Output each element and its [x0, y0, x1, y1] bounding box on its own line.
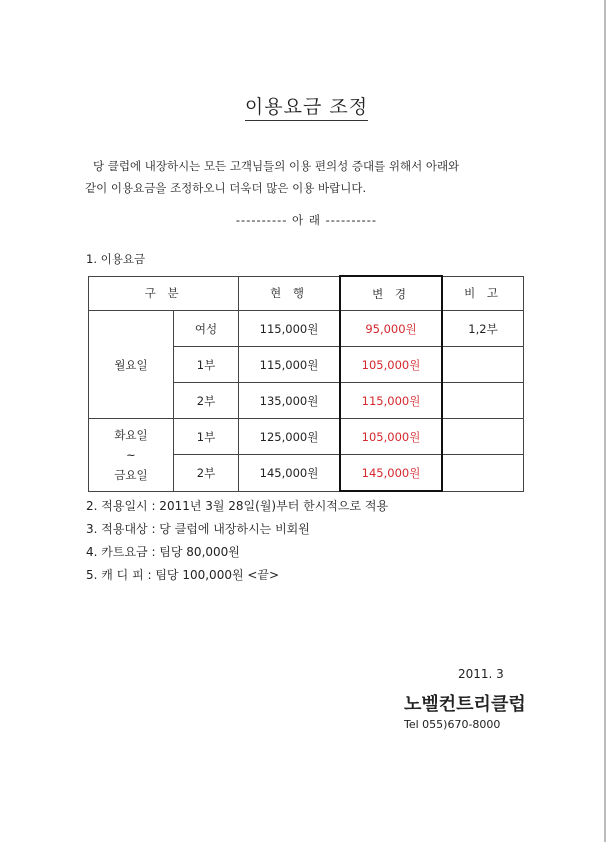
note-cell: 1,2부 — [442, 311, 524, 347]
category-monday: 월요일 — [89, 311, 174, 419]
table-row — [89, 419, 524, 455]
current-fee: 115,000원 — [239, 311, 341, 347]
sub-label: 1부 — [174, 347, 239, 383]
header-note: 비 고 — [442, 276, 524, 311]
current-fee: 145,000원 — [239, 455, 341, 492]
new-fee: 105,000원 — [340, 347, 442, 383]
new-fee: 145,000원 — [340, 455, 442, 492]
intro-paragraph — [85, 155, 525, 199]
sub-label: 1부 — [174, 419, 239, 455]
new-fee: 95,000원 — [340, 311, 442, 347]
note-cell — [442, 383, 524, 419]
table-header-row — [89, 276, 524, 311]
header-new: 변 경 — [340, 276, 442, 311]
terms-list — [86, 495, 388, 587]
sub-label: 여성 — [174, 311, 239, 347]
note-cell — [442, 419, 524, 455]
sub-label: 2부 — [174, 383, 239, 419]
category-weekdays — [89, 419, 174, 492]
current-fee: 125,000원 — [239, 419, 341, 455]
table-row — [89, 311, 524, 347]
telephone: Tel 055)670-8000 — [404, 718, 501, 731]
header-category: 구 분 — [89, 276, 239, 311]
weekday-tilde: ~ — [126, 447, 136, 462]
header-current: 현 행 — [239, 276, 341, 311]
section-1-heading: 1. 이용요금 — [86, 252, 146, 266]
section-divider: ---------- 아 래 ---------- — [235, 213, 378, 227]
list-item: 3. 적용대상 : 당 클럽에 내장하시는 비회원 — [86, 522, 310, 536]
new-fee: 105,000원 — [340, 419, 442, 455]
club-name: 노벨컨트리클럽 — [404, 694, 526, 715]
list-item: 2. 적용일시 : 2011년 3월 28일(월)부터 한시적으로 적용 — [86, 499, 389, 513]
weekday-start: 화요일 — [114, 427, 148, 442]
sub-label: 2부 — [174, 455, 239, 492]
current-fee: 135,000원 — [239, 383, 341, 419]
title-text: 이용요금 조정 — [245, 96, 368, 121]
note-cell — [442, 347, 524, 383]
intro-line-1: 당 클럽에 내장하시는 모든 고객님들의 이용 편의성 증대를 위해서 아래와 — [93, 159, 460, 173]
scan-edge-line — [604, 0, 606, 842]
new-fee: 115,000원 — [340, 383, 442, 419]
current-fee: 115,000원 — [239, 347, 341, 383]
fee-table — [88, 275, 524, 492]
note-cell — [442, 455, 524, 492]
document-title — [0, 92, 613, 119]
list-item: 4. 카트요금 : 팀당 80,000원 — [86, 545, 240, 559]
weekday-end: 금요일 — [114, 467, 148, 482]
intro-line-2: 같이 이용요금을 조정하오니 더욱더 많은 이용 바랍니다. — [85, 181, 367, 195]
issue-date: 2011. 3 — [458, 667, 504, 681]
list-item: 5. 캐 디 피 : 팀당 100,000원 <끝> — [86, 568, 280, 582]
